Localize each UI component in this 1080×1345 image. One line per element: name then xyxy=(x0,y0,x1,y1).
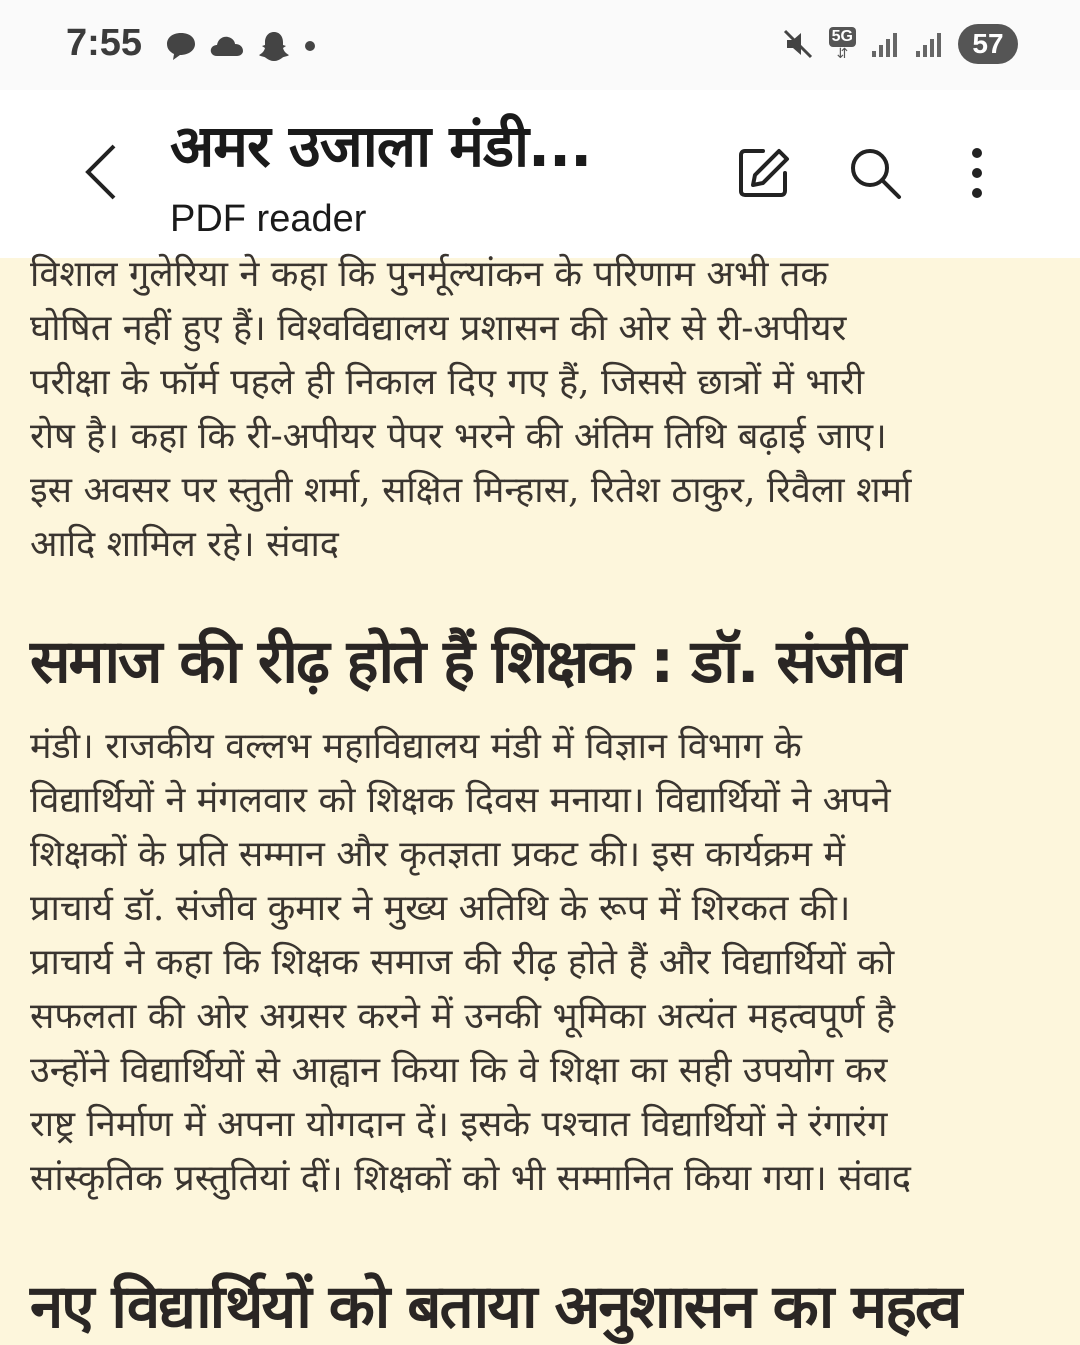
status-bar xyxy=(0,0,1080,90)
signal-icon xyxy=(870,29,900,59)
article-body xyxy=(30,720,1080,1206)
text-line: विशाल गुलेरिया ने कहा कि पुनर्मूल्यांकन के परिणाम अभी तक xyxy=(30,254,829,295)
text-line: सांस्कृतिक प्रस्तुतियां दीं। शिक्षकों को भी सम्मानित किया गया। संवाद xyxy=(30,1158,911,1199)
intro-paragraph xyxy=(30,248,1080,572)
chat-bubble-icon xyxy=(165,31,197,61)
text-line: सफलता की ओर अग्रसर करने में उनकी भूमिका अत्यंत महत्वपूर्ण है xyxy=(30,996,895,1037)
text-line: मंडी। राजकीय वल्लभ महाविद्यालय मंडी में विज्ञान विभाग के xyxy=(30,726,802,767)
search-icon xyxy=(847,145,903,201)
cloud-icon xyxy=(209,34,245,58)
more-options-button[interactable] xyxy=(942,138,1012,208)
document-subtitle: PDF reader xyxy=(170,198,367,240)
text-line: विद्यार्थियों ने मंगलवार को शिक्षक दिवस मनाया। विद्यार्थियों ने अपने xyxy=(30,780,891,821)
text-line: आदि शामिल रहे। संवाद xyxy=(30,524,339,565)
dot-icon xyxy=(303,39,317,53)
article-headline: समाज की रीढ़ होते हैं शिक्षक : डॉ. संजीव xyxy=(30,627,905,697)
signal-icon xyxy=(914,29,944,59)
network-type: 5G xyxy=(829,27,856,47)
search-button[interactable] xyxy=(840,138,910,208)
text-line: इस अवसर पर स्तुती शर्मा, सक्षित मिन्हास, रितेश ठाकुर, रिवैला शर्मा xyxy=(30,470,912,511)
text-line: शिक्षकों के प्रति सम्मान और कृतज्ञता प्रकट की। इस कार्यक्रम में xyxy=(30,834,846,875)
network-indicator xyxy=(829,27,856,61)
document-title: अमर उजाला मंडी... xyxy=(170,112,592,180)
status-time: 7:55 xyxy=(66,22,143,64)
battery-indicator: 57 xyxy=(958,24,1018,64)
edit-icon xyxy=(735,145,791,201)
text-line: प्राचार्य ने कहा कि शिक्षक समाज की रीढ़ होते हैं और विद्यार्थियों को xyxy=(30,942,895,983)
mute-icon xyxy=(781,27,815,61)
next-article-headline: नए विद्यार्थियों को बताया अनुशासन का महत्व xyxy=(30,1272,961,1342)
notification-icons xyxy=(165,26,317,66)
text-line: घोषित नहीं हुए हैं। विश्वविद्यालय प्रशासन की ओर से री-अपीयर xyxy=(30,308,847,349)
more-vert-icon xyxy=(967,145,987,201)
edit-button[interactable] xyxy=(728,138,798,208)
text-line: उन्होंने विद्यार्थियों से आह्वान किया कि वे शिक्षा का सही उपयोग कर xyxy=(30,1050,888,1091)
text-line: राष्ट्र निर्माण में अपना योगदान दें। इसके पश्चात विद्यार्थियों ने रंगारंग xyxy=(30,1104,888,1145)
snapchat-ghost-icon xyxy=(257,29,291,63)
app-bar xyxy=(0,90,1080,258)
text-line: रोष है। कहा कि री-अपीयर पेपर भरने की अंतिम तिथि बढ़ाई जाए। xyxy=(30,416,887,457)
data-arrows-icon: ⇵ xyxy=(836,46,849,62)
text-line: प्राचार्य डॉ. संजीव कुमार ने मुख्य अतिथि के रूप में शिरकत की। xyxy=(30,888,851,929)
pdf-page-viewport[interactable] xyxy=(0,254,1080,1342)
system-icons xyxy=(781,22,1018,66)
back-button[interactable] xyxy=(72,132,132,212)
text-line: परीक्षा के फॉर्म पहले ही निकाल दिए गए हैं, जिससे छात्रों में भारी xyxy=(30,362,865,403)
chevron-left-icon xyxy=(82,142,122,202)
